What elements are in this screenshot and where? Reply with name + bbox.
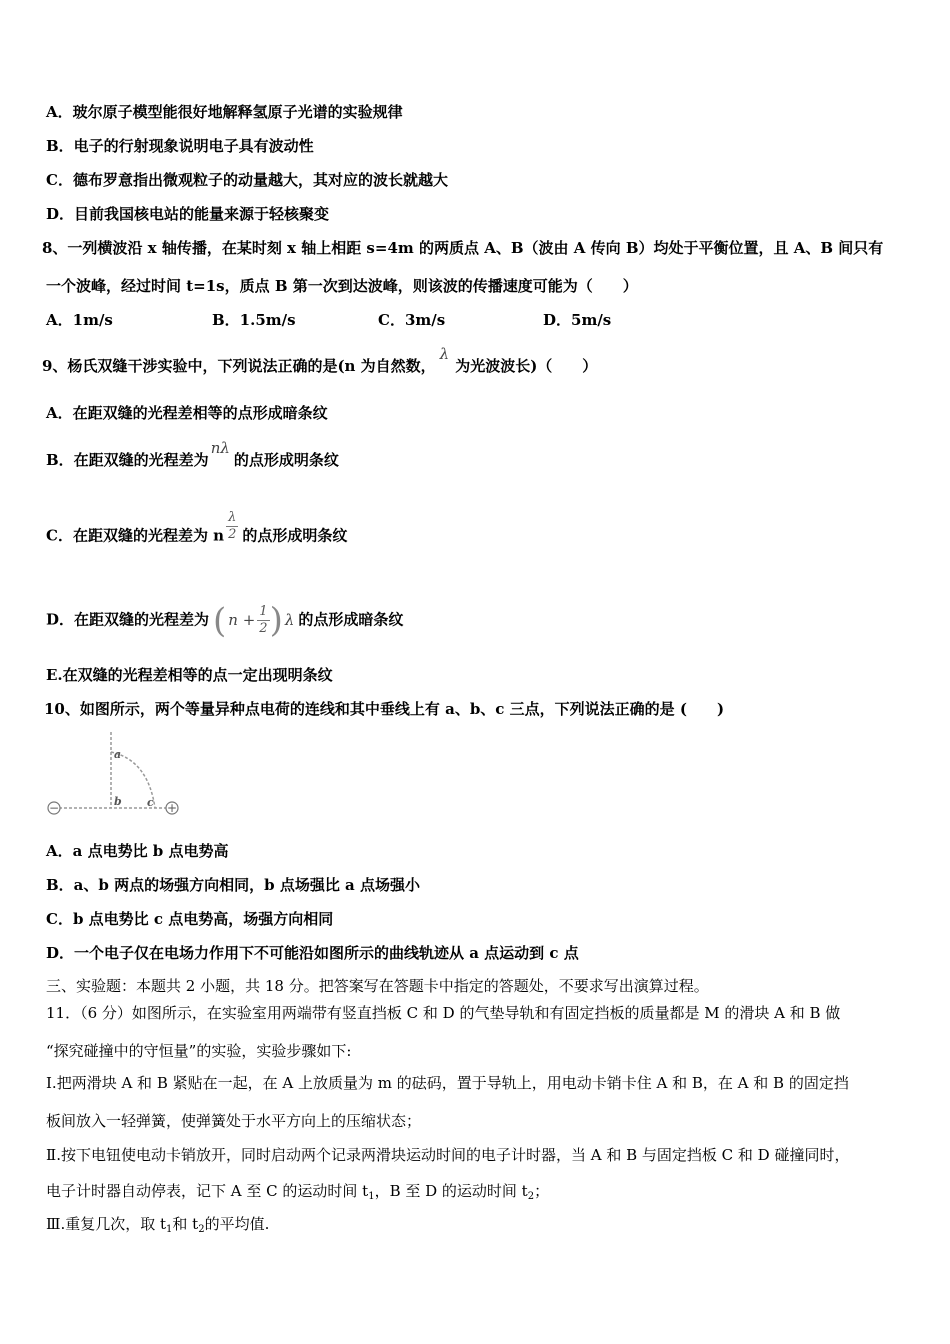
q10-option-a: A．a 点电势比 b 点电势高 xyxy=(46,842,229,860)
q9-option-c-post: 的点形成明条纹 xyxy=(242,526,348,545)
q9-option-d-n: n + xyxy=(228,610,256,629)
q7-option-a: A．玻尔原子模型能很好地解释氢原子光谱的实验规律 xyxy=(46,103,403,121)
q8-option-b: B．1.5m/s xyxy=(212,311,296,329)
q7-option-d: D．目前我国核电站的能量来源于轻核聚变 xyxy=(46,205,330,223)
q8-option-c: C．3m/s xyxy=(378,311,446,329)
q10-option-c: C．b 点电势比 c 点电势高，场强方向相同 xyxy=(46,910,334,928)
q9-option-b xyxy=(46,439,339,470)
label-a: a xyxy=(114,748,122,761)
q9-option-b-pre: B．在距双缝的光程差为 xyxy=(46,451,209,469)
q9-option-b-post: 的点形成明条纹 xyxy=(233,451,339,469)
q10-option-d: D．一个电子仅在电场力作用下不可能沿如图所示的曲线轨迹从 a 点运动到 c 点 xyxy=(46,944,579,962)
q9-option-c-numerator: λ xyxy=(228,510,237,525)
q9-option-d-lambda: λ xyxy=(284,610,295,629)
q9-option-d-fraction xyxy=(257,604,269,637)
q10-option-b: B．a、b 两点的场强方向相同，b 点场强比 a 点场强小 xyxy=(46,876,420,894)
q9-option-c-pre: C．在距双缝的光程差为 n xyxy=(46,526,225,545)
q9-option-d: D．在距双缝的光程差为 ( n + $\frac{1}{2}$ ) λ 的点形成暗条纹 xyxy=(46,600,404,641)
q9-option-d-denominator: 2 xyxy=(259,621,268,636)
q9-option-d-post: 的点形成暗条纹 xyxy=(298,610,404,629)
q10-stem: 10、如图所示，两个等量异种点电荷的连线和其中垂线上有 a、b、c 三点，下列说法正确的是 ( ) xyxy=(44,700,725,718)
q11-step3: Ⅲ.重复几次，取 $t_1$和 $t_2$的平均值. xyxy=(46,1215,270,1235)
label-c: c xyxy=(147,796,154,809)
q9-option-d-numerator: 1 xyxy=(259,604,268,619)
q9-option-b-math: nλ xyxy=(210,439,230,457)
q11-step1-line2: 板间放入一轻弹簧，使弹簧处于水平方向上的压缩状态； xyxy=(46,1112,422,1130)
q9-stem-pre: 9、杨氏双缝干涉实验中，下列说法正确的是(n 为自然数， xyxy=(42,357,436,375)
negative-charge-sign: − xyxy=(48,801,60,815)
q11-stem-line1: 11．（6 分）如图所示，在实验室用两端带有竖直挡板 C 和 D 的气垫导轨和有固定挡板的质量都是 M 的滑块 A 和 B 做 xyxy=(46,1004,841,1022)
q9-stem-post: 为光波波长)（ ） xyxy=(455,357,598,375)
q9-option-a: A．在距双缝的光程差相等的点形成暗条纹 xyxy=(46,404,328,422)
q10-figure xyxy=(44,728,184,820)
q8-option-d: D．5m/s xyxy=(543,311,612,329)
q9-option-e: E.在双缝的光程差相等的点一定出现明条纹 xyxy=(46,666,333,684)
positive-charge-sign: + xyxy=(166,801,178,815)
q11-stem-line2: “探究碰撞中的守恒量”的实验，实验步骤如下: xyxy=(46,1042,352,1060)
q9-lambda: λ xyxy=(439,345,450,363)
q8-stem-line1: 8、一列横波沿 x 轴传播，在某时刻 x 轴上相距 s=4m 的两质点 A、B（波由 A 传向 B）均处于平衡位置，且 A、B 间只有 xyxy=(42,239,884,257)
q11-step1-line1: Ⅰ.把两滑块 A 和 B 紧贴在一起，在 A 上放质量为 m 的砝码，置于导轨上，用电动卡销卡住 A 和 B，在 A 和 B 的固定挡 xyxy=(46,1074,849,1092)
label-b: b xyxy=(114,795,122,808)
q8-option-a: A．1m/s xyxy=(46,311,113,329)
q7-option-b: B．电子的行射现象说明电子具有波动性 xyxy=(46,137,314,155)
section3-heading: 三、实验题：本题共 2 小题，共 18 分。把答案写在答题卡中指定的答题处，不要求写出演算过程。 xyxy=(46,977,709,995)
q8-stem-line2: 一个波峰，经过时间 t=1s，质点 B 第一次到达波峰，则该波的传播速度可能为（ ） xyxy=(46,277,638,295)
q9-option-c xyxy=(46,510,348,553)
q7-option-c: C．德布罗意指出微观粒子的动量越大，其对应的波长就越大 xyxy=(46,171,448,189)
q9-option-c-denominator: 2 xyxy=(228,527,237,542)
q9-option-d-pre: D．在距双缝的光程差为 xyxy=(46,610,210,629)
q11-step2-line1: Ⅱ.按下电钮使电动卡销放开，同时启动两个记录两滑块运动时间的电子计时器，当 A 和 B 与固定挡板 C 和 D 碰撞同时， xyxy=(46,1146,850,1164)
q9-option-c-fraction xyxy=(226,510,238,543)
q11-step2-line2: 电子计时器自动停表，记下 A 至 C 的运动时间 $t_1$，B 至 D 的运动时间 $t_2$； xyxy=(46,1182,550,1202)
q9-stem xyxy=(42,345,598,376)
